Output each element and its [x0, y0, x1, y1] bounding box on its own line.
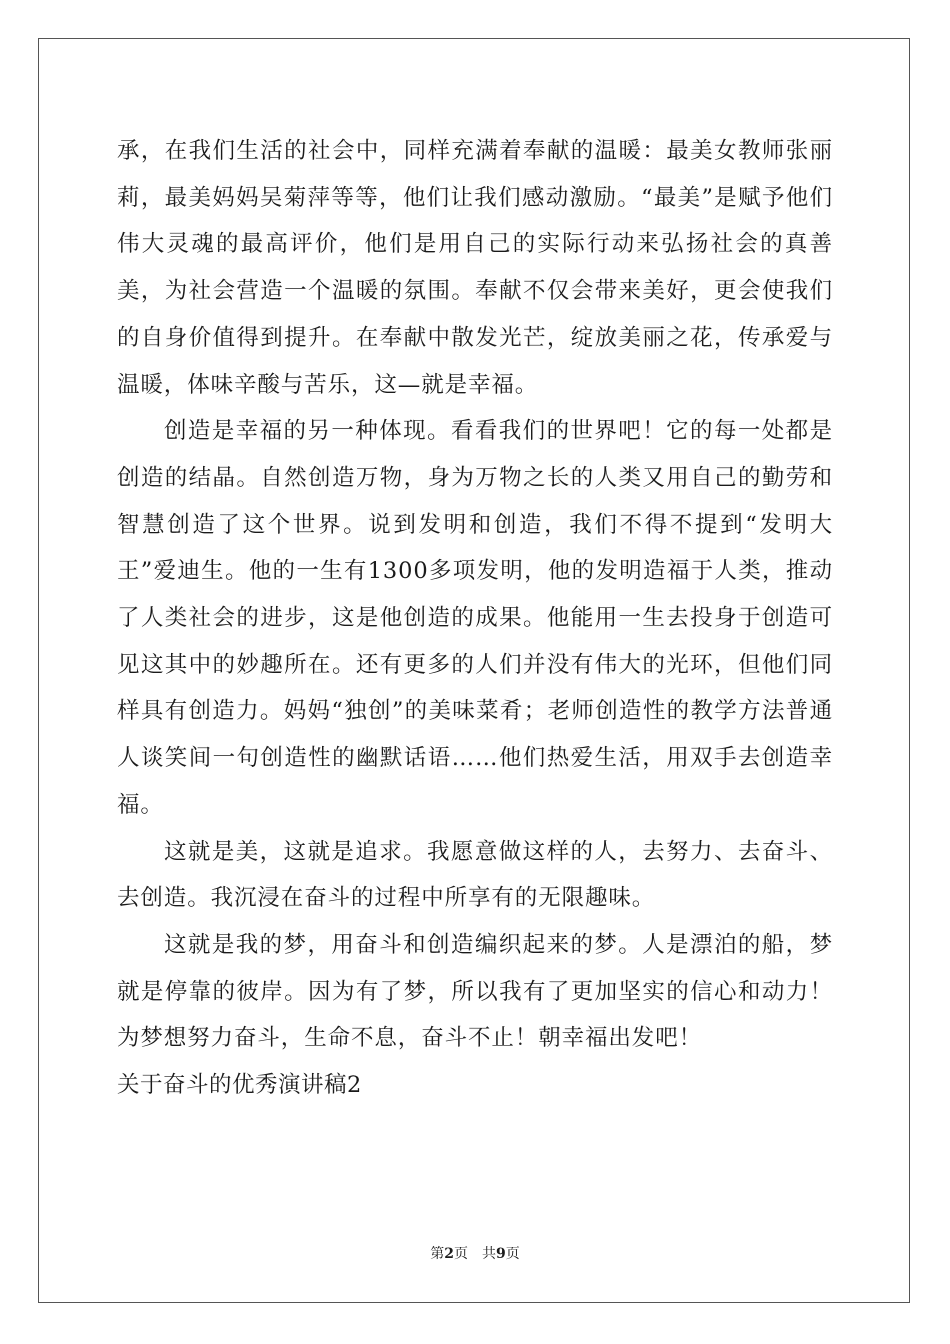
- document-body: [117, 128, 833, 1109]
- current-page-number: 2: [444, 1246, 454, 1262]
- page-suffix: 页: [454, 1246, 468, 1262]
- paragraph-continuation: 承，在我们生活的社会中，同样充满着奉献的温暖：最美女教师张丽莉，最美妈妈吴菊萍等等，他们让我们感动激励。“最美”是赋予他们伟大灵魂的最高评价，他们是用自己的实际行动来弘扬社会的真善美，为社会营造一个温暖的氛围。奉献不仅会带来美好，更会使我们的自身价值得到提升。在奉献中散发光芒，绽放美丽之花，传承爱与温暖，体味辛酸与苦乐，这—就是幸福。: [117, 138, 833, 398]
- total-page-count: 9: [496, 1246, 506, 1262]
- paragraph-creation: 创造是幸福的另一种体现。看看我们的世界吧！它的每一处都是创造的结晶。自然创造万物，身为万物之长的人类又用自己的勤劳和智慧创造了这个世界。说到发明和创造，我们不得不提到“发明大王”爱迪生。他的一生有1300多项发明，他的发明造福于人类，推动了人类社会的进步，这是他创造的成果。他能用一生去投身于创造可见这其中的妙趣所在。还有更多的人们并没有伟大的光环，但他们同样具有创造力。妈妈“独创”的美味菜肴；老师创造性的教学方法普通人谈笑间一句创造性的幽默话语……他们热爱生活，用双手去创造幸福。: [117, 418, 833, 818]
- total-suffix: 页: [505, 1246, 520, 1262]
- paragraph-pursuit: 这就是美，这就是追求。我愿意做这样的人，去努力、去奋斗、去创造。我沉浸在奋斗的过程中所享有的无限趣味。: [117, 838, 833, 912]
- page-footer: [0, 1244, 950, 1264]
- section-title: 关于奋斗的优秀演讲稿2: [117, 1072, 362, 1099]
- page-prefix: 第: [430, 1246, 445, 1262]
- total-prefix: 共: [482, 1246, 496, 1262]
- paragraph-dream: 这就是我的梦，用奋斗和创造编织起来的梦。人是漂泊的船，梦就是停靠的彼岸。因为有了梦，所以我有了更加坚实的信心和动力！为梦想努力奋斗，生命不息，奋斗不止！朝幸福出发吧！: [117, 931, 833, 1052]
